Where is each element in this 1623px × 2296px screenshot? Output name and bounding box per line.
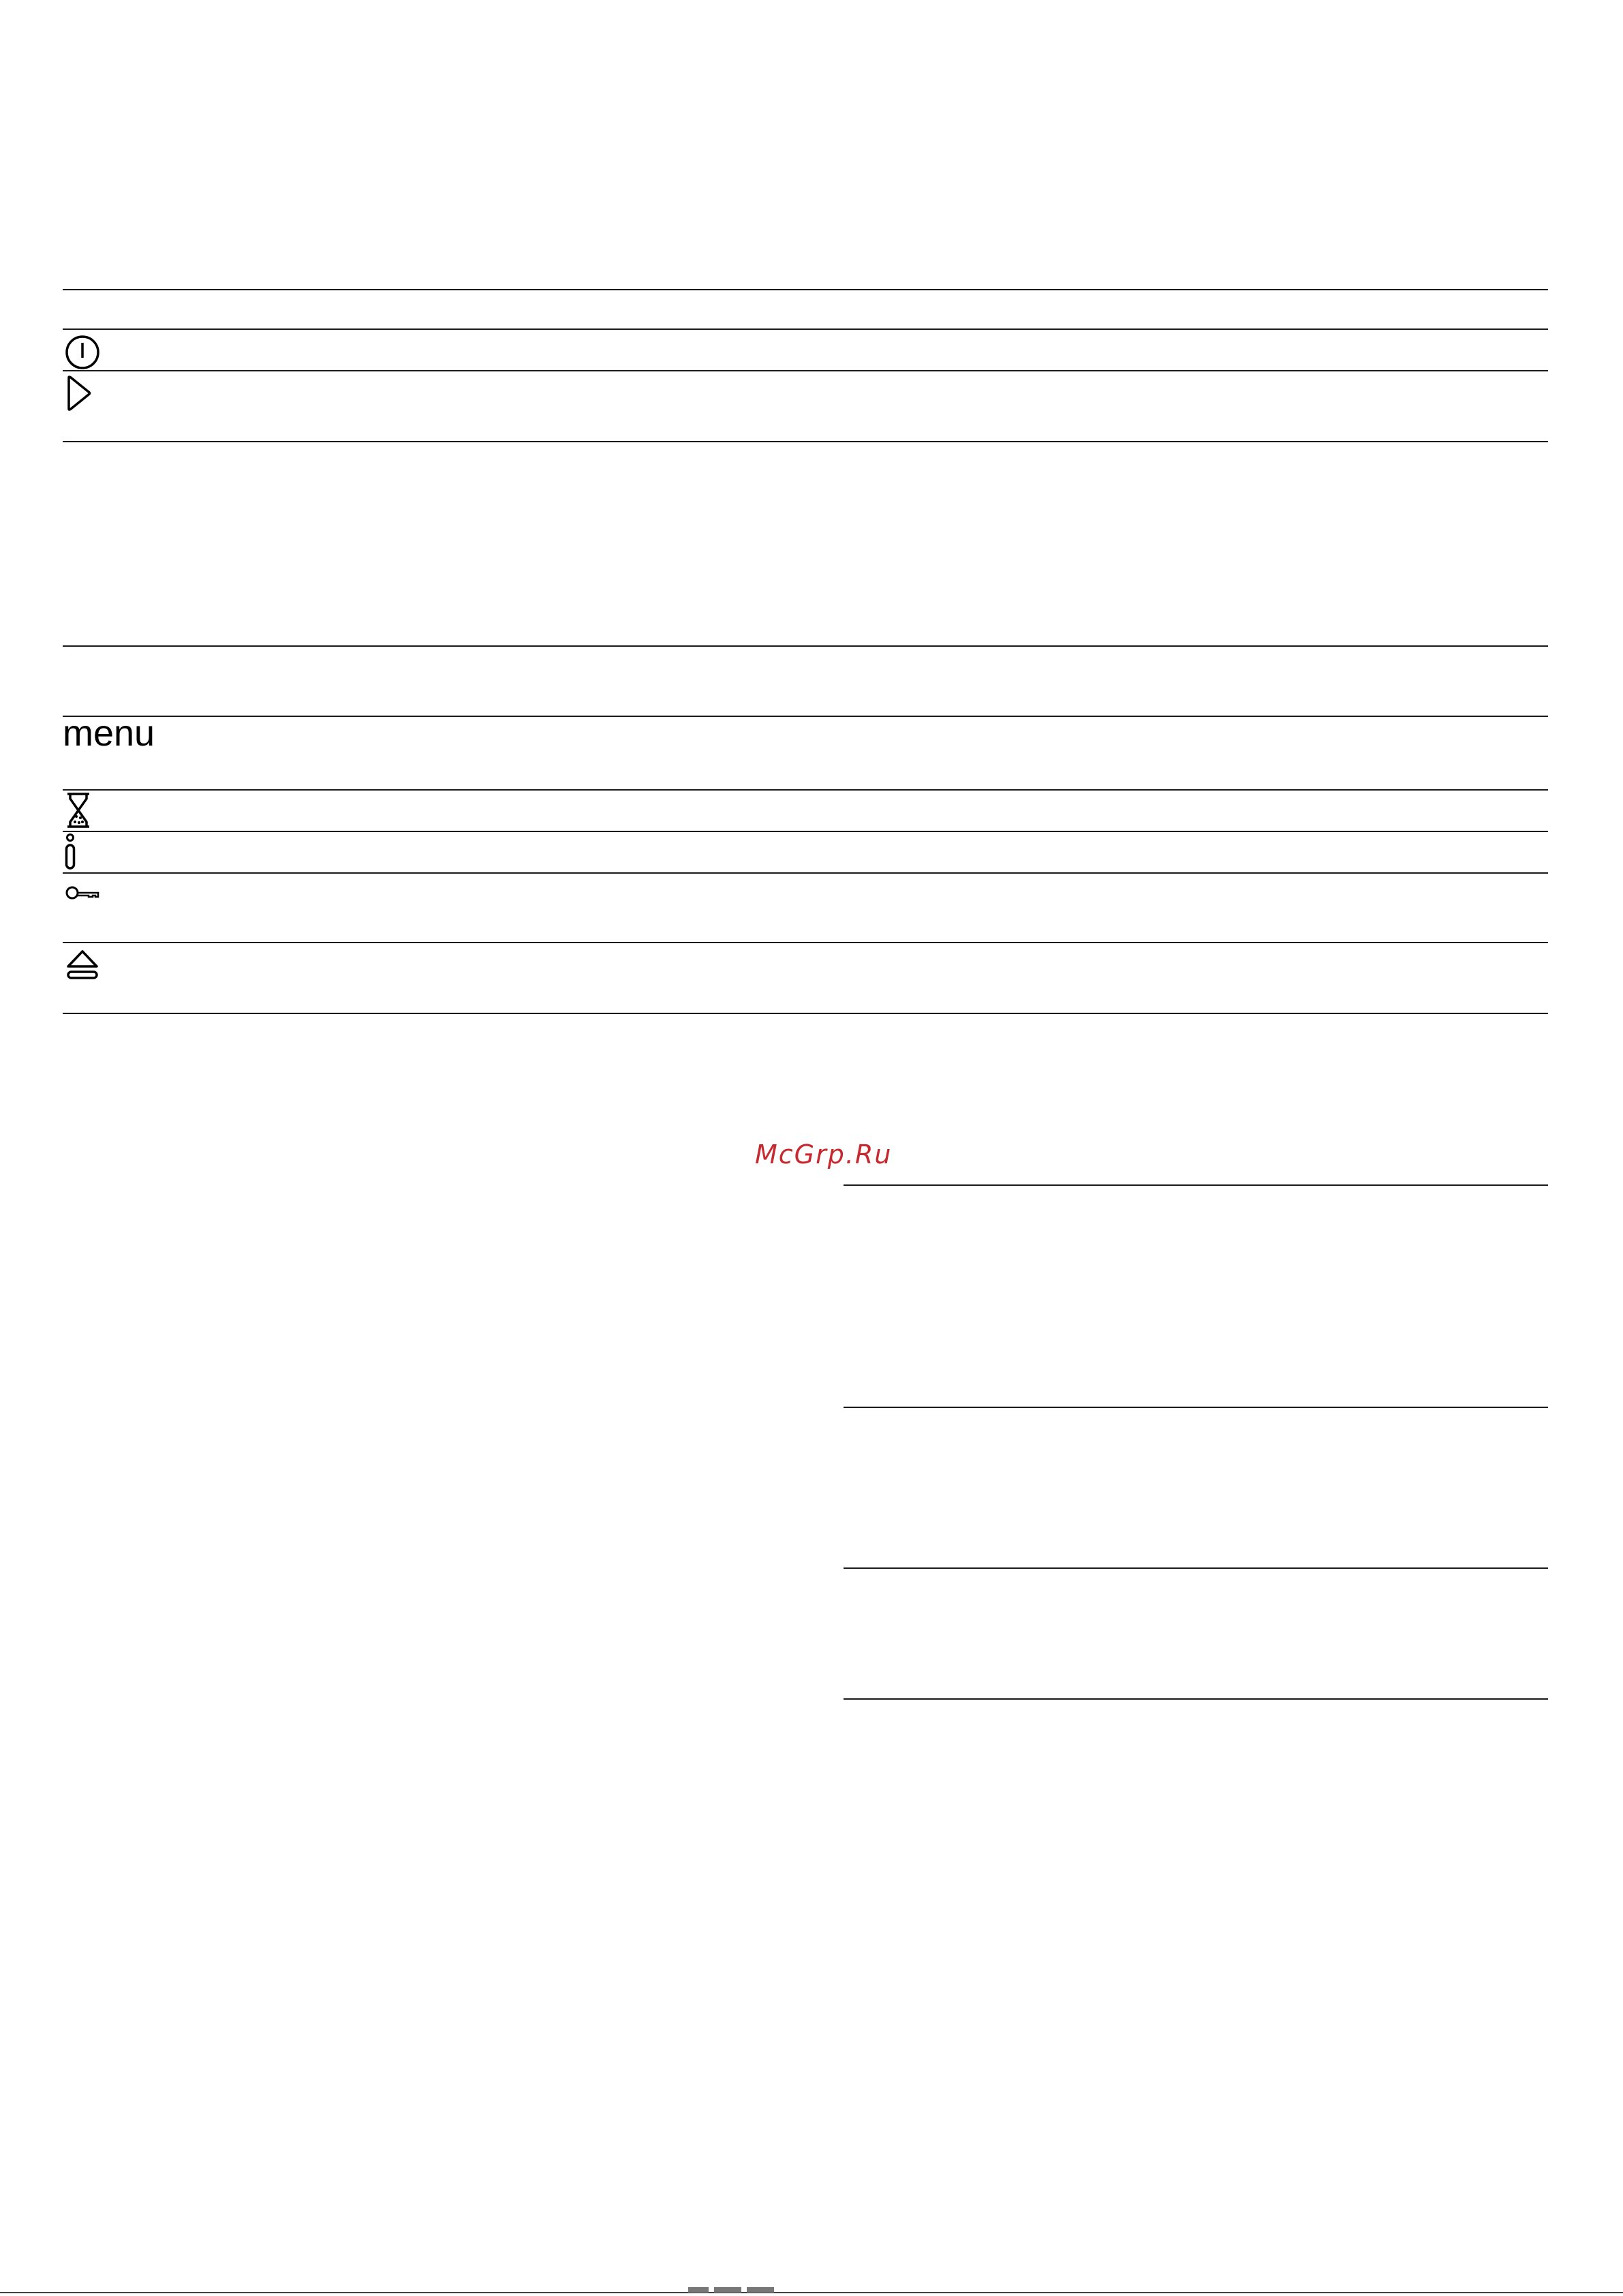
table-rule (63, 831, 1548, 832)
footer-mark (714, 2287, 741, 2293)
table-rule-top (63, 289, 1548, 290)
table-rule (63, 872, 1548, 874)
table-rule-bottom (63, 1013, 1548, 1014)
footer-mark (688, 2287, 709, 2293)
table-rule (63, 716, 1548, 717)
watermark-text: McGrp.Ru (755, 1139, 893, 1169)
table-rule (63, 328, 1548, 330)
table-rule (63, 645, 1548, 647)
right-table-rule (844, 1184, 1548, 1186)
right-table-rule (844, 1407, 1548, 1408)
table-rule (63, 789, 1548, 791)
right-table-rule (844, 1698, 1548, 1700)
eject-icon (65, 949, 99, 985)
right-table-rule (844, 1567, 1548, 1569)
table-rule (63, 441, 1548, 442)
footer-rule (0, 2292, 1623, 2293)
start-icon (65, 375, 93, 415)
hourglass-icon (65, 792, 91, 832)
menu-label: menu (63, 713, 155, 754)
table-rule (63, 370, 1548, 371)
info-icon (63, 833, 78, 874)
footer-mark (747, 2287, 774, 2293)
table-rule (63, 942, 1548, 943)
key-icon (65, 885, 101, 907)
power-icon (64, 334, 101, 374)
